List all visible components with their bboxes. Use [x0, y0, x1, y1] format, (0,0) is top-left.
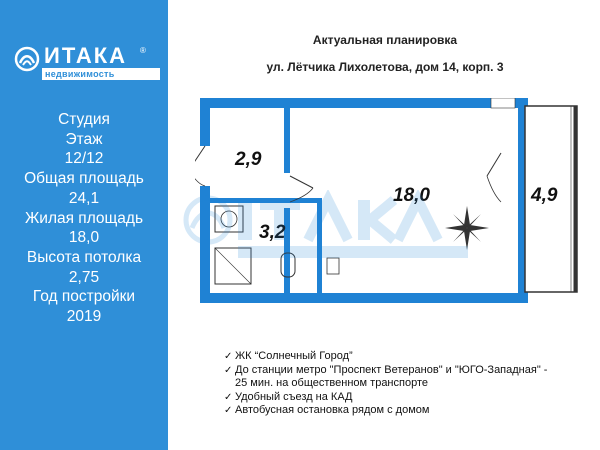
plan-address: ул. Лётчика Лихолетова, дом 14, корп. 3 [266, 60, 504, 74]
brand-subtitle: недвижимость [42, 68, 160, 80]
itaka-logo-icon [14, 46, 40, 72]
floor-plan [195, 98, 585, 303]
spec-total-area-label: Общая площадь [24, 170, 144, 188]
spec-ceiling-value: 2,75 [68, 268, 100, 286]
brand-logo [14, 44, 159, 84]
spec-list [0, 110, 168, 327]
spec-floor-label: Этаж [65, 130, 103, 148]
partition-hall [284, 103, 290, 173]
check-icon: ✓ [224, 405, 233, 416]
feature-item [224, 364, 594, 378]
feature-item [224, 350, 594, 364]
partition-bath-right [317, 198, 322, 296]
spec-year-value: 2019 [66, 308, 102, 326]
check-icon: ✓ [224, 364, 233, 376]
feature-list [224, 350, 594, 418]
partition-bath-top [210, 198, 322, 203]
spec-ceiling-label: Высота потолка [26, 248, 142, 266]
spec-year-label: Год постройки [32, 288, 136, 306]
room-area-hall: 2,9 [235, 149, 262, 170]
room-area-balcony: 4,9 [531, 185, 558, 206]
info-sidebar [0, 0, 168, 450]
check-icon: ✓ [224, 391, 233, 403]
brand-name: ИТАКА [44, 43, 128, 68]
spec-total-area-value: 24,1 [68, 189, 100, 207]
spec-floor-value: 12/12 [64, 150, 104, 168]
plan-title: Актуальная планировка [312, 33, 458, 47]
feature-text: 25 мин. на общественном транспорте [235, 377, 428, 389]
check-icon: ✓ [224, 351, 233, 362]
spec-living-area-label: Жилая площадь [24, 209, 144, 227]
spec-type: Студия [58, 111, 110, 128]
room-area-living: 18,0 [393, 185, 430, 206]
brand-registered: ® [140, 46, 146, 55]
feature-text: ЖК “Солнечный Город” [235, 350, 353, 362]
window-top [491, 98, 515, 108]
feature-item [224, 391, 594, 405]
floor-plan-drawing [195, 98, 585, 303]
feature-text: Удобный съезд на КАД [235, 390, 353, 403]
plan-header [200, 30, 570, 77]
feature-item-continued [224, 377, 594, 391]
spec-living-area-value: 18,0 [68, 229, 100, 247]
feature-text: Автобусная остановка рядом с домом [235, 404, 430, 416]
room-area-bath: 3,2 [259, 222, 286, 243]
feature-text: До станции метро "Проспект Ветеранов" и "ЮГО-Западная" - [235, 363, 548, 376]
feature-item [224, 404, 594, 418]
